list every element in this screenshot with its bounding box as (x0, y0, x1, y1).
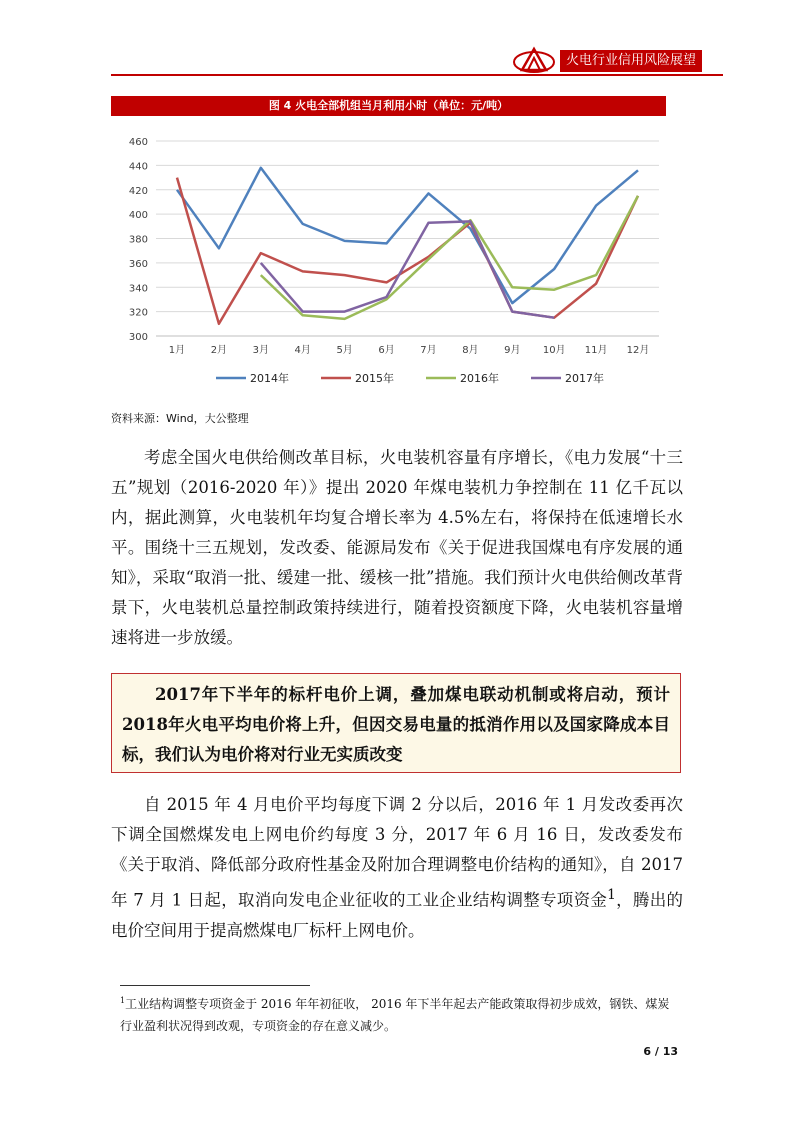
y-tick-label: 360 (128, 258, 148, 270)
x-tick-label: 2月 (210, 345, 228, 356)
paragraph-price-adjustment (111, 790, 683, 946)
x-tick-label: 9月 (504, 345, 521, 356)
paragraph-supply-side-reform: 考虑全国火电供给侧改革目标，火电装机容量有序增长，《电力发展“十三五”规划（2016-2020 年）》提出 2020 年煤电装机力争控制在 11 亿千瓦以内，据此测算，火电装机年均复合增长率为 4.5%左右，将保持在低速增长水平。围绕十三五规划，发改委、能源局发布《关于促进我国煤电有序发展的通知》，采取“取消一批、缓建一批、缓核一批”措施。我们预计火电供给侧改革背景下，火电装机总量控制政策持续进行，随着投资额度下降，火电装机容量增速将进一步放缓。 (111, 448, 683, 647)
footnote-mark: 1 (120, 996, 126, 1005)
x-tick-label: 4月 (294, 345, 311, 356)
footnote-ref[interactable]: 1 (607, 887, 616, 903)
y-tick-label: 440 (128, 161, 148, 173)
x-tick-label: 6月 (378, 345, 395, 356)
x-tick-label: 3月 (252, 345, 269, 356)
x-tick-label: 7月 (420, 345, 437, 356)
footnote-text: 工业结构调整专项资金于 2016 年年初征收， 2016 年下半年起去产能政策取得初步成效，钢铁、煤炭行业盈利状况得到改观，专项资金的存在意义减少。 (120, 997, 670, 1033)
footnote-divider (120, 985, 310, 986)
x-tick-label: 8月 (462, 345, 479, 356)
line-chart-svg (111, 124, 666, 394)
figure-caption: 图 4 火电全部机组当月利用小时（单位：元/吨） (111, 96, 666, 116)
footnote (120, 990, 680, 1037)
legend-label: 2014年 (250, 372, 289, 385)
legend-label: 2016年 (460, 372, 499, 385)
series-line-2015年 (177, 178, 638, 324)
legend-label: 2017年 (565, 372, 604, 385)
x-tick-label: 11月 (584, 345, 608, 356)
x-tick-label: 10月 (542, 345, 566, 356)
x-tick-label: 1月 (168, 345, 186, 356)
y-tick-label: 340 (128, 283, 148, 295)
key-point-box (111, 673, 681, 773)
y-tick-label: 420 (128, 185, 148, 197)
data-source-note: 资料来源：Wind，大公整理 (111, 412, 249, 425)
utilization-hours-chart (111, 124, 666, 394)
paragraph-price-text-a: 自 2015 年 4 月电价平均每度下调 2 分以后，2016 年 1 月发改委再次下调全国燃煤发电上网电价约每度 3 分，2017 年 6 月 16 日，发改委发布《关于取消、降低部分政府性基金及附加合理调整电价结构的通知》，自 2017 年 7 月 1 日起，取消向发电企业征收的工业企业结构调整专项资金 (111, 795, 683, 910)
x-tick-label: 5月 (336, 345, 353, 356)
paragraph-price-text-b: ，腾出的电价空间用于提高燃煤电厂标杆上网电价。 (111, 890, 683, 940)
key-point-text: 2017年下半年的标杆电价上调，叠加煤电联动机制或将启动，预计2018年火电平均电价将上升，但因交易电量的抵消作用以及国家降成本目标，我们认为电价将对行业无实质改变 (122, 685, 670, 764)
series-line-2014年 (177, 168, 638, 303)
y-tick-label: 400 (128, 210, 148, 222)
legend-label: 2015年 (355, 372, 394, 385)
y-tick-label: 380 (128, 234, 148, 246)
report-title-badge: 火电行业信用风险展望 (560, 50, 702, 72)
company-logo (512, 46, 556, 74)
y-tick-label: 300 (128, 332, 148, 343)
x-tick-label: 12月 (626, 345, 650, 356)
y-tick-label: 460 (128, 137, 148, 148)
y-tick-label: 320 (128, 307, 148, 319)
page-number: 6 / 13 (643, 1045, 678, 1058)
header-divider (111, 74, 723, 76)
